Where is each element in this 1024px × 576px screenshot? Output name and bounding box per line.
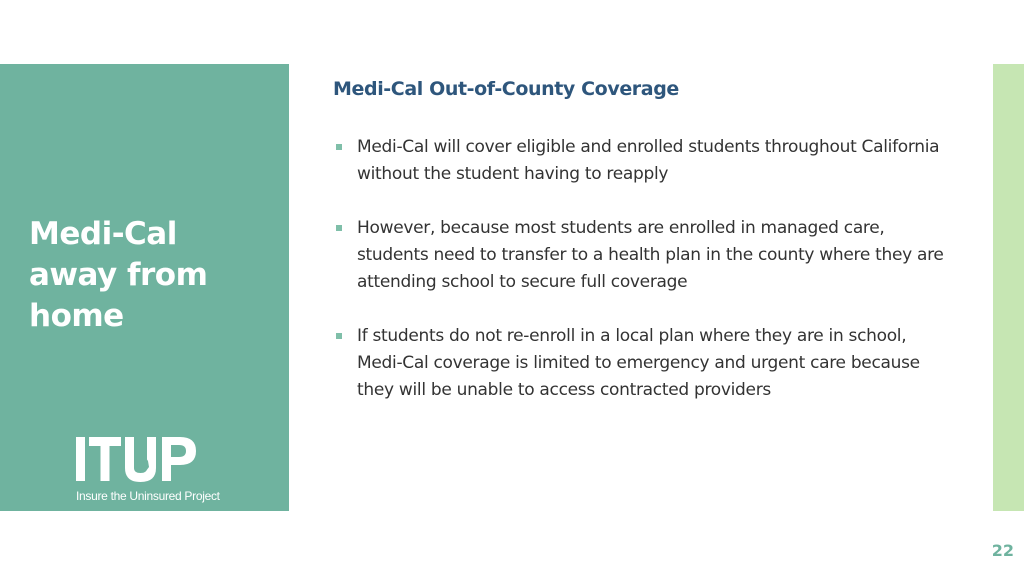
section-title-line: home xyxy=(29,298,124,334)
content-title: Medi-Cal Out-of-County Coverage xyxy=(333,78,679,100)
itup-logo xyxy=(76,437,226,507)
california-map-icon xyxy=(136,439,150,471)
section-title-line: away from xyxy=(29,257,208,293)
accent-strip xyxy=(993,64,1024,511)
bullet-text: Medi-Cal will cover eligible and enrolled students throughout California without the student having to reapply xyxy=(357,137,940,184)
list-item xyxy=(333,323,953,404)
square-bullet-icon xyxy=(336,144,342,150)
logo-tagline: Insure the Uninsured Project xyxy=(76,489,220,503)
left-panel xyxy=(0,64,289,511)
section-title-line: Medi-Cal xyxy=(29,216,177,252)
page-number: 22 xyxy=(991,541,1014,560)
square-bullet-icon xyxy=(336,333,342,339)
square-bullet-icon xyxy=(336,225,342,231)
bullet-text: However, because most students are enrolled in managed care, students need to transfer to a health plan in the county where they are attending school to secure full coverage xyxy=(357,218,944,292)
list-item xyxy=(333,215,953,296)
bullet-list xyxy=(333,134,953,431)
bullet-text: If students do not re-enroll in a local plan where they are in school, Medi-Cal coverage is limited to emergency and urgent care because they will be unable to access contracted providers xyxy=(357,326,920,400)
section-title xyxy=(29,214,279,337)
list-item xyxy=(333,134,953,188)
itup-wordmark-logo xyxy=(76,437,220,483)
